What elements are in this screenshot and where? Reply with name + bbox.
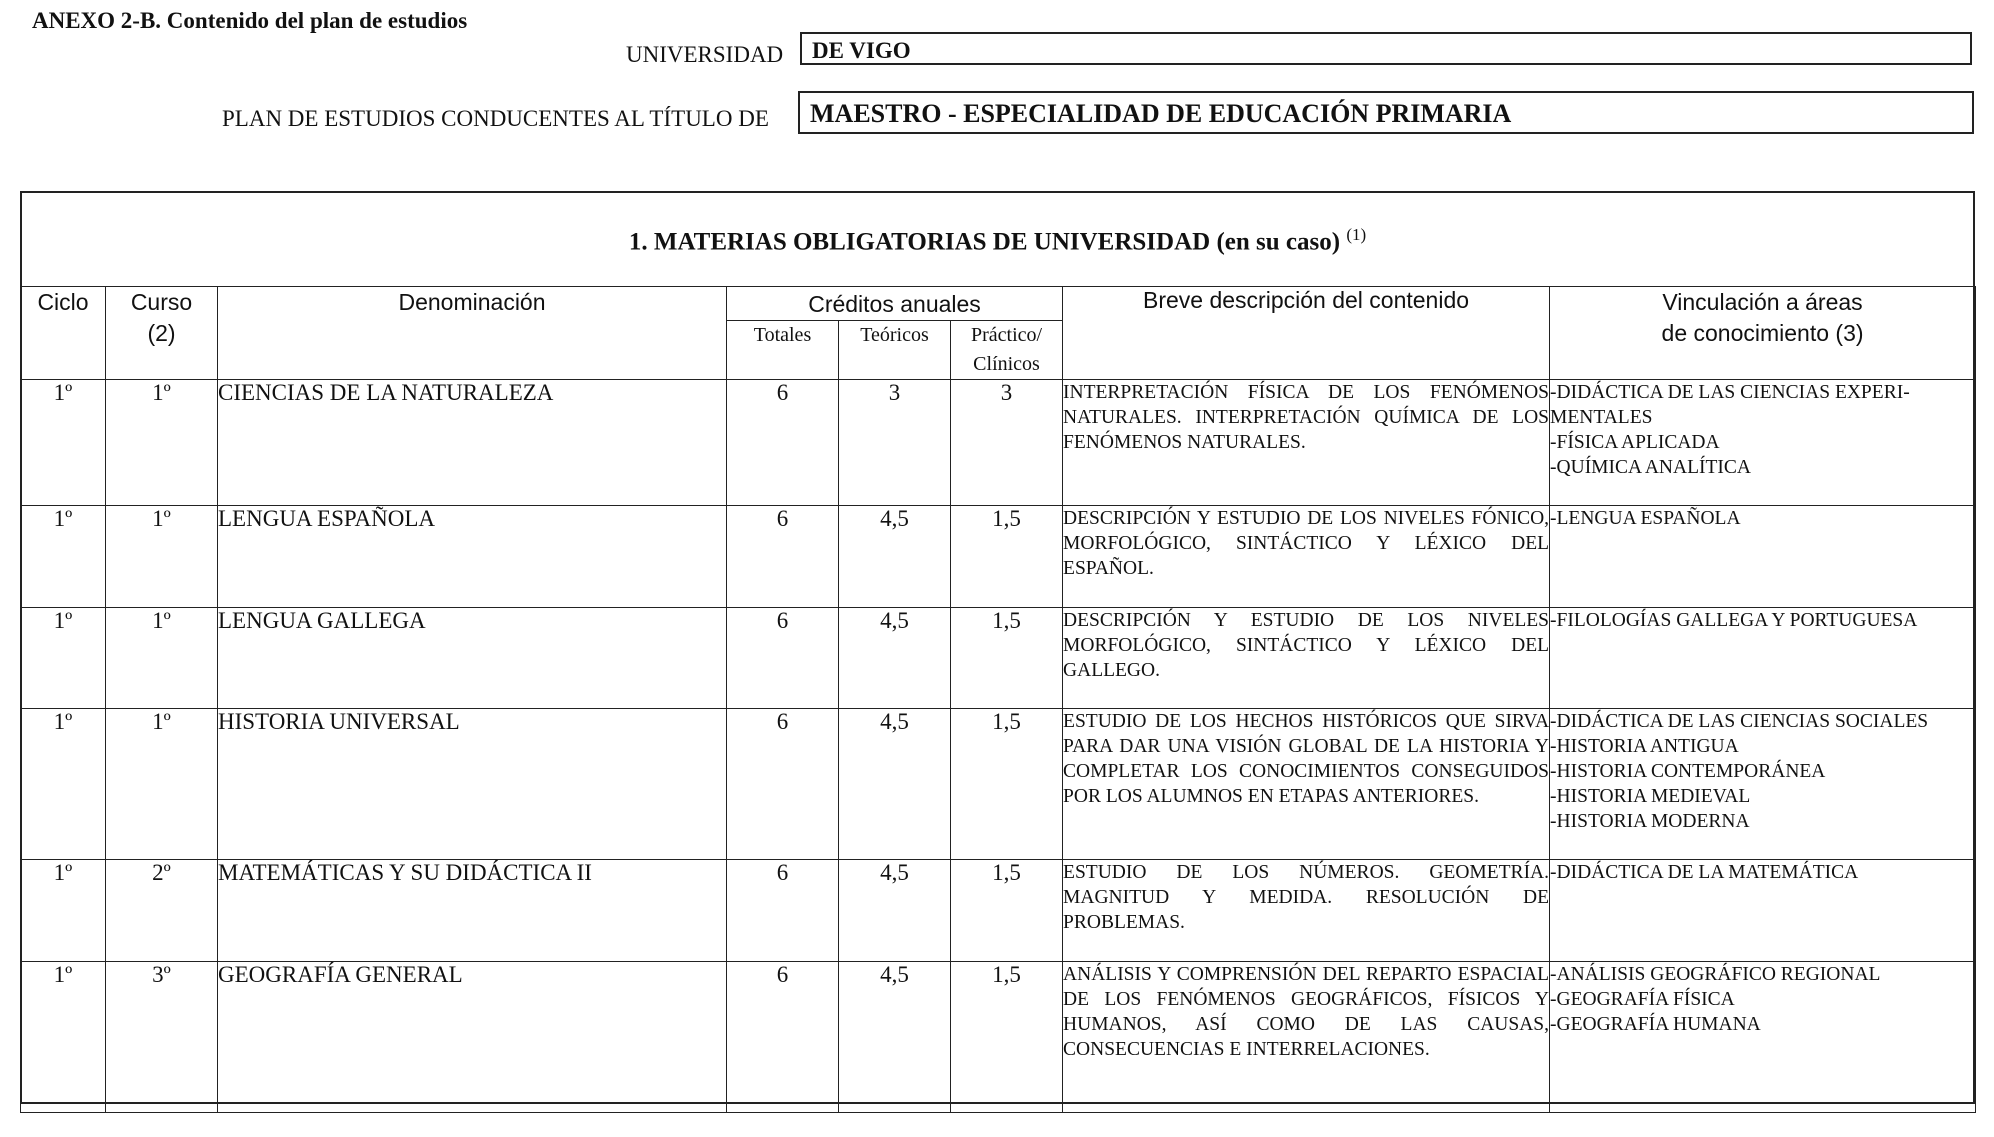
area-item: -DIDÁCTICA DE LA MATEMÁTICA — [1550, 862, 1859, 883]
curso-cell: 1º — [106, 709, 218, 860]
totales-cell: 6 — [727, 608, 839, 709]
section-title-text: 1. MATERIAS OBLIGATORIAS DE UNIVERSIDAD (en su caso) — [628, 228, 1341, 256]
curso-cell: 1º — [106, 608, 218, 709]
totales-cell: 6 — [727, 860, 839, 962]
subject-name-cell: HISTORIA UNIVERSAL — [218, 709, 727, 860]
table-row — [21, 506, 1976, 608]
ciclo-cell: 1º — [21, 608, 106, 709]
subject-name-cell: LENGUA GALLEGA — [218, 608, 727, 709]
col-vinculacion-line1: Vinculación a áreas — [1662, 289, 1863, 315]
teoricos-cell: 4,5 — [839, 860, 951, 962]
description-cell: INTERPRETACIÓN FÍSICA DE LOS FENÓMENOS NATURALES. INTERPRETACIÓN QUÍMICA DE LOS FENÓMENOS NATURALES. — [1063, 380, 1550, 506]
teoricos-cell: 4,5 — [839, 709, 951, 860]
description-cell: ANÁLISIS Y COMPRENSIÓN DEL REPARTO ESPACIAL DE LOS FENÓMENOS GEOGRÁFICOS, FÍSICOS Y HUMANOS, ASÍ COMO DE LAS CAUSAS, CONSECUENCIAS E INTERRELACIONES. — [1063, 962, 1550, 1113]
area-item: -DIDÁCTICA DE LAS CIENCIAS EXPERI- — [1550, 382, 1910, 403]
totales-cell: 6 — [727, 709, 839, 860]
area-item: -HISTORIA MODERNA — [1550, 811, 1750, 832]
description-cell: DESCRIPCIÓN Y ESTUDIO DE LOS NIVELES MORFOLÓGICO, SINTÁCTICO Y LÉXICO DEL GALLEGO. — [1063, 608, 1550, 709]
practicos-cell: 1,5 — [951, 709, 1063, 860]
curso-cell: 1º — [106, 506, 218, 608]
area-item: -FÍSICA APLICADA — [1550, 432, 1720, 453]
ciclo-cell: 1º — [21, 860, 106, 962]
areas-cell — [1550, 860, 1976, 962]
ciclo-cell: 1º — [21, 962, 106, 1113]
areas-cell — [1550, 380, 1976, 506]
curso-cell: 3º — [106, 962, 218, 1113]
area-item: -ANÁLISIS GEOGRÁFICO REGIONAL — [1550, 964, 1881, 985]
areas-cell — [1550, 608, 1976, 709]
practicos-cell: 1,5 — [951, 962, 1063, 1113]
area-item: -LENGUA ESPAÑOLA — [1550, 508, 1741, 529]
totales-cell: 6 — [727, 380, 839, 506]
teoricos-cell: 4,5 — [839, 608, 951, 709]
col-denominacion: Denominación — [218, 287, 727, 380]
subjects-body — [21, 380, 1976, 1113]
description-cell: ESTUDIO DE LOS NÚMEROS. GEOMETRÍA. MAGNITUD Y MEDIDA. RESOLUCIÓN DE PROBLEMAS. — [1063, 860, 1550, 962]
annex-title: ANEXO 2-B. Contenido del plan de estudios — [32, 8, 468, 33]
areas-cell — [1550, 506, 1976, 608]
area-item: -HISTORIA CONTEMPORÁNEA — [1550, 761, 1826, 782]
col-curso-label: Curso — [130, 289, 193, 315]
plan-field: MAESTRO - ESPECIALIDAD DE EDUCACIÓN PRIMARIA — [798, 91, 1974, 134]
subject-name-cell: LENGUA ESPAÑOLA — [218, 506, 727, 608]
ciclo-cell: 1º — [21, 380, 106, 506]
col-descripcion: Breve descripción del contenido — [1063, 287, 1550, 380]
ciclo-cell: 1º — [21, 709, 106, 860]
totales-cell: 6 — [727, 962, 839, 1113]
practicos-cell: 1,5 — [951, 608, 1063, 709]
teoricos-cell: 4,5 — [839, 962, 951, 1113]
practicos-cell: 3 — [951, 380, 1063, 506]
col-vinculacion-line2: de conocimiento (3) — [1661, 320, 1864, 346]
ciclo-cell: 1º — [21, 506, 106, 608]
col-vinculacion — [1550, 287, 1976, 380]
col-totales: Totales — [727, 321, 839, 380]
col-practicos-line1: Práctico/ — [970, 324, 1043, 346]
col-practicos — [951, 321, 1063, 380]
col-curso — [106, 287, 218, 380]
area-item: -DIDÁCTICA DE LAS CIENCIAS SOCIALES — [1550, 711, 1929, 732]
plan-label: PLAN DE ESTUDIOS CONDUCENTES AL TÍTULO DE — [222, 106, 769, 131]
table-row — [21, 962, 1976, 1113]
area-item: -GEOGRAFÍA FÍSICA — [1550, 989, 1735, 1010]
subjects-table — [20, 286, 1976, 1113]
col-curso-note: (2) — [147, 320, 176, 346]
area-item: -GEOGRAFÍA HUMANA — [1550, 1014, 1761, 1035]
subject-name-cell: MATEMÁTICAS Y SU DIDÁCTICA II — [218, 860, 727, 962]
col-creditos: Créditos anuales — [727, 287, 1063, 321]
totales-cell: 6 — [727, 506, 839, 608]
table-row — [21, 380, 1976, 506]
practicos-cell: 1,5 — [951, 860, 1063, 962]
area-item: -QUÍMICA ANALÍTICA — [1550, 457, 1751, 478]
section-footnote: (1) — [1346, 225, 1367, 244]
teoricos-cell: 4,5 — [839, 506, 951, 608]
area-item: -HISTORIA MEDIEVAL — [1550, 786, 1751, 807]
section-title — [22, 225, 1973, 256]
university-field: DE VIGO — [800, 32, 1972, 65]
curso-cell: 1º — [106, 380, 218, 506]
table-row — [21, 860, 1976, 962]
areas-cell — [1550, 709, 1976, 860]
area-item: -HISTORIA ANTIGUA — [1550, 736, 1739, 757]
area-item: -FILOLOGÍAS GALLEGA Y PORTUGUESA — [1550, 610, 1918, 631]
description-cell: ESTUDIO DE LOS HECHOS HISTÓRICOS QUE SIRVA PARA DAR UNA VISIÓN GLOBAL DE LA HISTORIA Y COMPLETAR LOS CONOCIMIENTOS CONSEGUIDOS POR LOS ALUMNOS EN ETAPAS ANTERIORES. — [1063, 709, 1550, 860]
description-cell: DESCRIPCIÓN Y ESTUDIO DE LOS NIVELES FÓNICO, MORFOLÓGICO, SINTÁCTICO Y LÉXICO DEL ESPAÑOL. — [1063, 506, 1550, 608]
practicos-cell: 1,5 — [951, 506, 1063, 608]
table-row — [21, 709, 1976, 860]
table-row — [21, 608, 1976, 709]
university-label: UNIVERSIDAD — [626, 42, 784, 67]
col-teoricos: Teóricos — [839, 321, 951, 380]
subject-name-cell: CIENCIAS DE LA NATURALEZA — [218, 380, 727, 506]
col-practicos-line2: Clínicos — [973, 353, 1040, 375]
teoricos-cell: 3 — [839, 380, 951, 506]
subject-name-cell: GEOGRAFÍA GENERAL — [218, 962, 727, 1113]
subjects-frame — [20, 191, 1975, 1104]
areas-cell — [1550, 962, 1976, 1113]
area-item: MENTALES — [1550, 407, 1653, 428]
curso-cell: 2º — [106, 860, 218, 962]
col-ciclo: Ciclo — [21, 287, 106, 380]
